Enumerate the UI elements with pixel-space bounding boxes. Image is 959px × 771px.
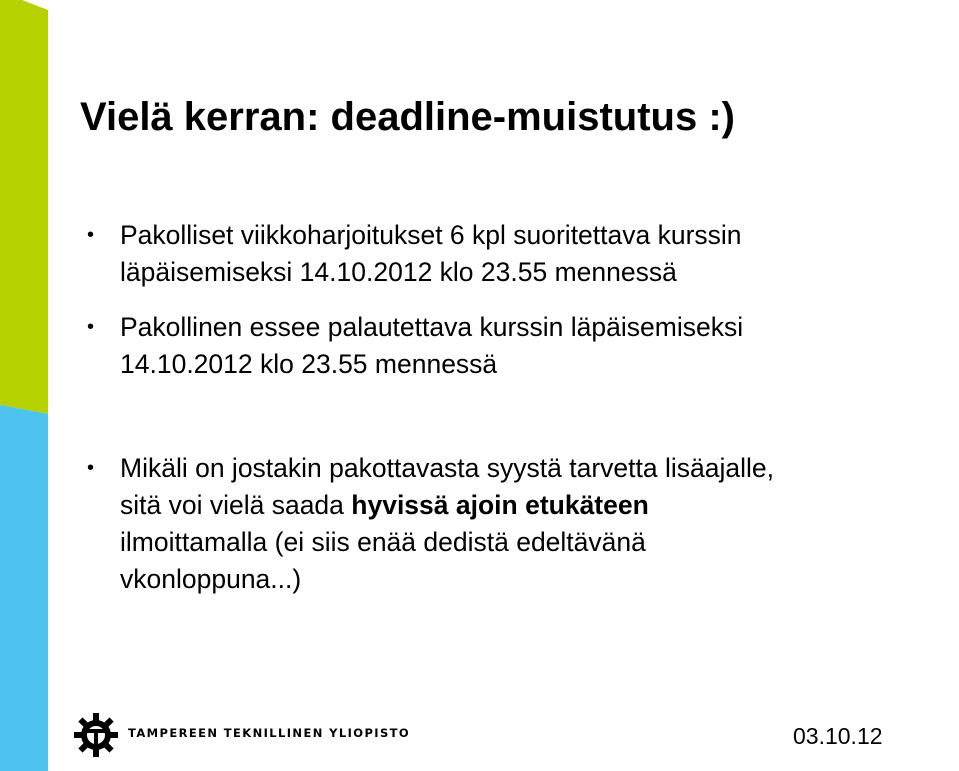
bullet-text: läpäisemiseksi 14.10.2012 klo 23.55 mennessä xyxy=(120,257,677,287)
bullet-text: vkonloppuna...) xyxy=(120,564,302,594)
bullet-line xyxy=(120,309,743,346)
logo-text: TAMPEREEN TEKNILLINEN YLIOPISTO xyxy=(128,726,411,740)
emphasized-text: hyvissä ajoin etukäteen xyxy=(351,490,649,520)
bullet-line xyxy=(120,217,742,254)
slide-title: Vielä kerran: deadline-muistutus :) xyxy=(80,95,735,139)
bullet-line xyxy=(120,254,742,291)
bullet-marker: • xyxy=(87,224,95,246)
bullet-item xyxy=(87,450,774,598)
footer-date: 03.10.12 xyxy=(793,723,883,749)
bullet-text: Mikäli on jostakin pakottavasta syystä tarvetta lisäajalle, xyxy=(120,453,774,483)
bullet-line xyxy=(120,450,774,487)
bullet-line xyxy=(120,487,774,524)
bullet-line xyxy=(120,346,743,383)
bullet-text: Pakollinen essee palautettava kurssin läpäisemiseksi xyxy=(120,312,744,342)
bullet-text: ilmoittamalla (ei siis enää dedistä edeltävänä xyxy=(120,527,646,557)
tut-gear-icon xyxy=(73,712,119,758)
bullet-item xyxy=(87,217,742,291)
bullet-line xyxy=(120,561,774,598)
bullet-marker: • xyxy=(87,457,95,479)
bullet-marker: • xyxy=(87,316,95,338)
bullet-text: sitä voi vielä saada xyxy=(120,490,352,520)
bullet-text: 14.10.2012 klo 23.55 mennessä xyxy=(120,349,498,379)
bullet-item xyxy=(87,309,744,383)
bullet-text: Pakolliset viikkoharjoitukset 6 kpl suoritettava kurssin xyxy=(120,220,742,250)
bullet-line xyxy=(120,524,774,561)
tut-logo xyxy=(73,712,411,758)
